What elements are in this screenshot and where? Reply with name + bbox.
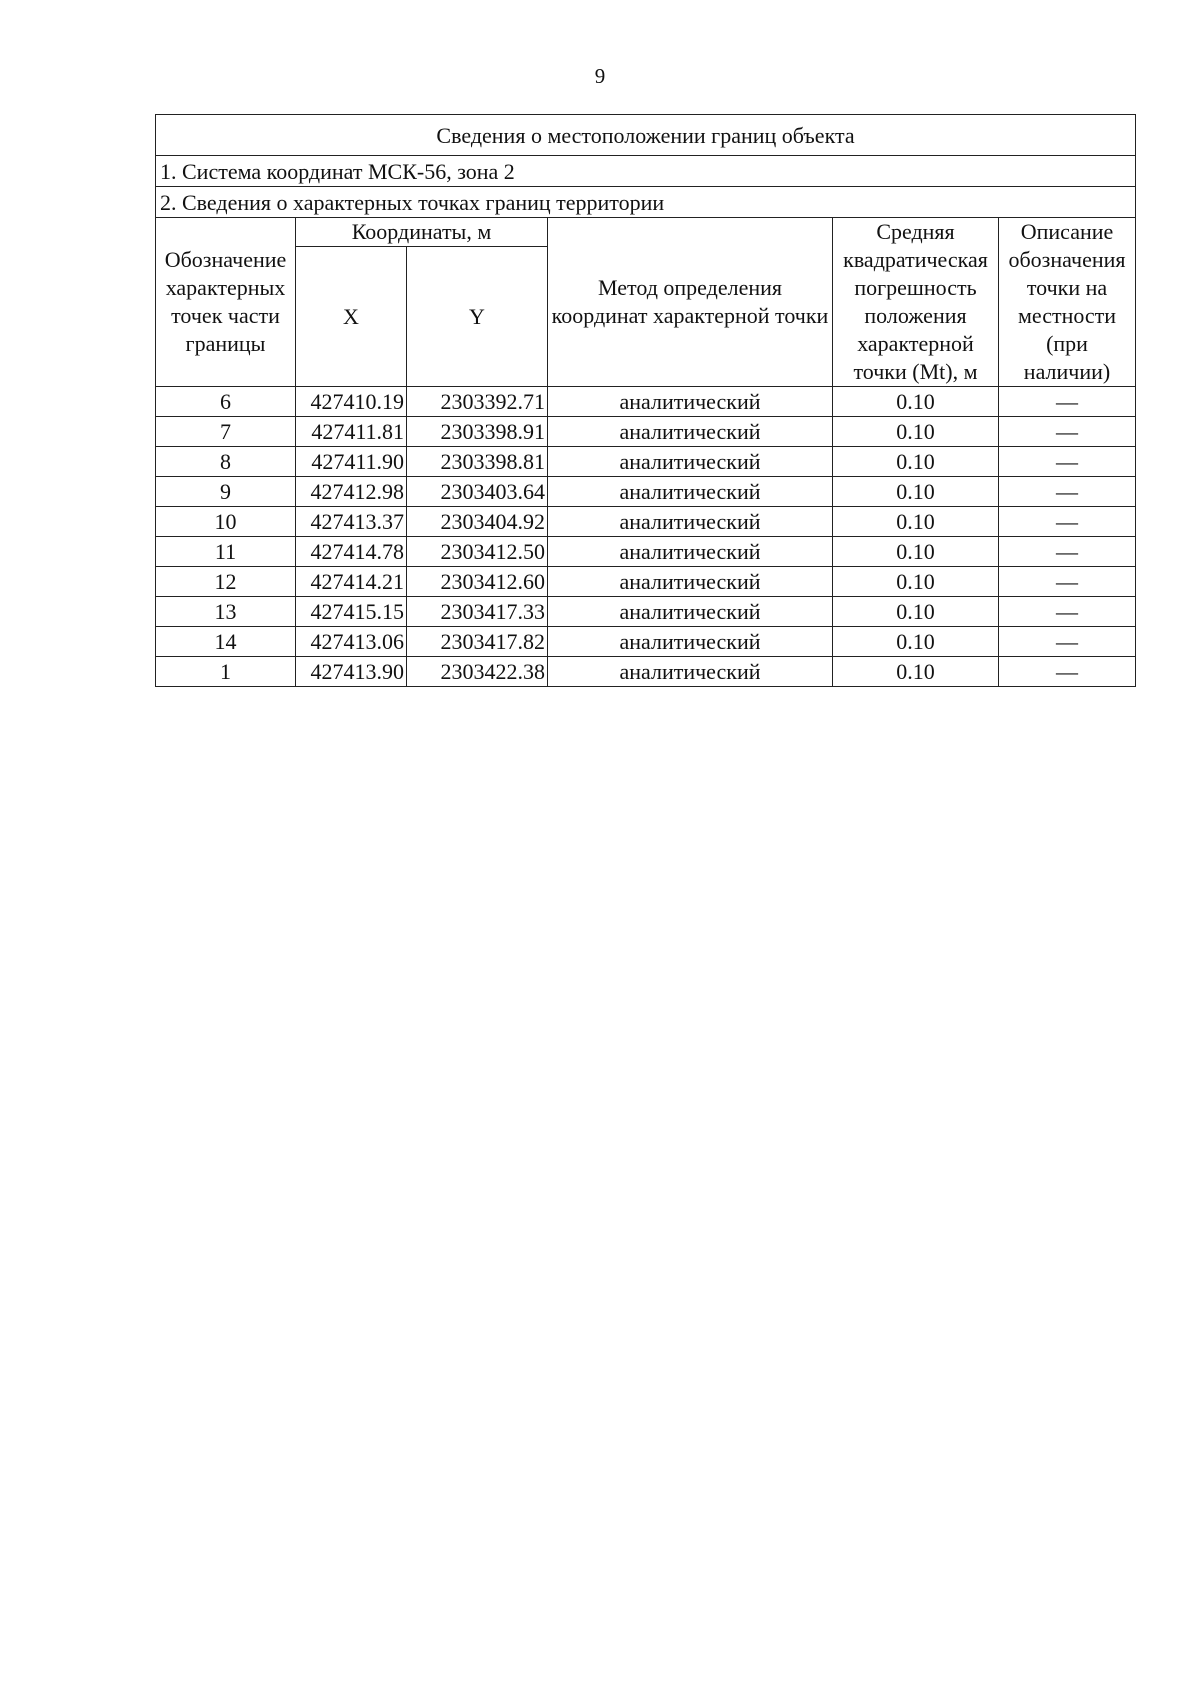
header-y: Y bbox=[407, 246, 548, 386]
cell-description: — bbox=[999, 477, 1136, 507]
cell-method: аналитический bbox=[548, 417, 833, 447]
cell-method: аналитический bbox=[548, 537, 833, 567]
cell-x: 427415.15 bbox=[296, 597, 407, 627]
cell-description: — bbox=[999, 507, 1136, 537]
cell-point: 11 bbox=[156, 537, 296, 567]
table-row bbox=[156, 657, 1136, 687]
cell-method: аналитический bbox=[548, 387, 833, 417]
cell-description: — bbox=[999, 417, 1136, 447]
coordinate-system: 1. Система координат МСК-56, зона 2 bbox=[156, 156, 1136, 187]
cell-point: 12 bbox=[156, 567, 296, 597]
table-row bbox=[156, 447, 1136, 477]
cell-y: 2303412.60 bbox=[407, 567, 548, 597]
table-row bbox=[156, 537, 1136, 567]
cell-x: 427414.21 bbox=[296, 567, 407, 597]
cell-error: 0.10 bbox=[833, 657, 999, 687]
cell-description: — bbox=[999, 447, 1136, 477]
cell-method: аналитический bbox=[548, 447, 833, 477]
cell-error: 0.10 bbox=[833, 567, 999, 597]
table-row bbox=[156, 597, 1136, 627]
header-x: X bbox=[296, 246, 407, 386]
table-title: Сведения о местоположении границ объекта bbox=[156, 115, 1136, 156]
cell-point: 10 bbox=[156, 507, 296, 537]
cell-y: 2303398.91 bbox=[407, 417, 548, 447]
cell-x: 427414.78 bbox=[296, 537, 407, 567]
table-row bbox=[156, 507, 1136, 537]
cell-error: 0.10 bbox=[833, 597, 999, 627]
cell-method: аналитический bbox=[548, 597, 833, 627]
cell-error: 0.10 bbox=[833, 387, 999, 417]
points-section-title: 2. Сведения о характерных точках границ территории bbox=[156, 187, 1136, 218]
header-method: Метод определения координат характерной точки bbox=[548, 218, 833, 387]
cell-method: аналитический bbox=[548, 477, 833, 507]
cell-y: 2303398.81 bbox=[407, 447, 548, 477]
header-point-designation: Обозначение характерных точек части границы bbox=[156, 218, 296, 387]
table-row bbox=[156, 477, 1136, 507]
cell-description: — bbox=[999, 537, 1136, 567]
cell-x: 427413.06 bbox=[296, 627, 407, 657]
cell-point: 13 bbox=[156, 597, 296, 627]
cell-error: 0.10 bbox=[833, 627, 999, 657]
cell-y: 2303422.38 bbox=[407, 657, 548, 687]
cell-error: 0.10 bbox=[833, 417, 999, 447]
cell-point: 6 bbox=[156, 387, 296, 417]
cell-description: — bbox=[999, 597, 1136, 627]
cell-point: 1 bbox=[156, 657, 296, 687]
cell-error: 0.10 bbox=[833, 507, 999, 537]
page-number: 9 bbox=[594, 64, 606, 88]
cell-x: 427410.19 bbox=[296, 387, 407, 417]
cell-point: 8 bbox=[156, 447, 296, 477]
cell-point: 9 bbox=[156, 477, 296, 507]
cell-point: 14 bbox=[156, 627, 296, 657]
cell-y: 2303392.71 bbox=[407, 387, 548, 417]
cell-x: 427411.90 bbox=[296, 447, 407, 477]
cell-x: 427413.37 bbox=[296, 507, 407, 537]
cell-description: — bbox=[999, 387, 1136, 417]
cell-y: 2303412.50 bbox=[407, 537, 548, 567]
table-row bbox=[156, 387, 1136, 417]
cell-description: — bbox=[999, 657, 1136, 687]
cell-method: аналитический bbox=[548, 567, 833, 597]
cell-x: 427411.81 bbox=[296, 417, 407, 447]
cell-error: 0.10 bbox=[833, 447, 999, 477]
header-description: Описание обозначения точки на местности (при наличии) bbox=[999, 218, 1136, 387]
cell-x: 427413.90 bbox=[296, 657, 407, 687]
cell-description: — bbox=[999, 627, 1136, 657]
cell-x: 427412.98 bbox=[296, 477, 407, 507]
cell-method: аналитический bbox=[548, 657, 833, 687]
cell-description: — bbox=[999, 567, 1136, 597]
table-row bbox=[156, 417, 1136, 447]
cell-y: 2303417.82 bbox=[407, 627, 548, 657]
header-mean-error: Средняя квадратическая погрешность положения характерной точки (Mt), м bbox=[833, 218, 999, 387]
cell-point: 7 bbox=[156, 417, 296, 447]
cell-method: аналитический bbox=[548, 627, 833, 657]
cell-method: аналитический bbox=[548, 507, 833, 537]
cell-error: 0.10 bbox=[833, 537, 999, 567]
cell-y: 2303403.64 bbox=[407, 477, 548, 507]
table-row bbox=[156, 567, 1136, 597]
cell-y: 2303404.92 bbox=[407, 507, 548, 537]
cell-y: 2303417.33 bbox=[407, 597, 548, 627]
cell-error: 0.10 bbox=[833, 477, 999, 507]
boundary-points-table bbox=[155, 114, 1136, 687]
header-coordinates: Координаты, м bbox=[296, 218, 548, 247]
table-row bbox=[156, 627, 1136, 657]
